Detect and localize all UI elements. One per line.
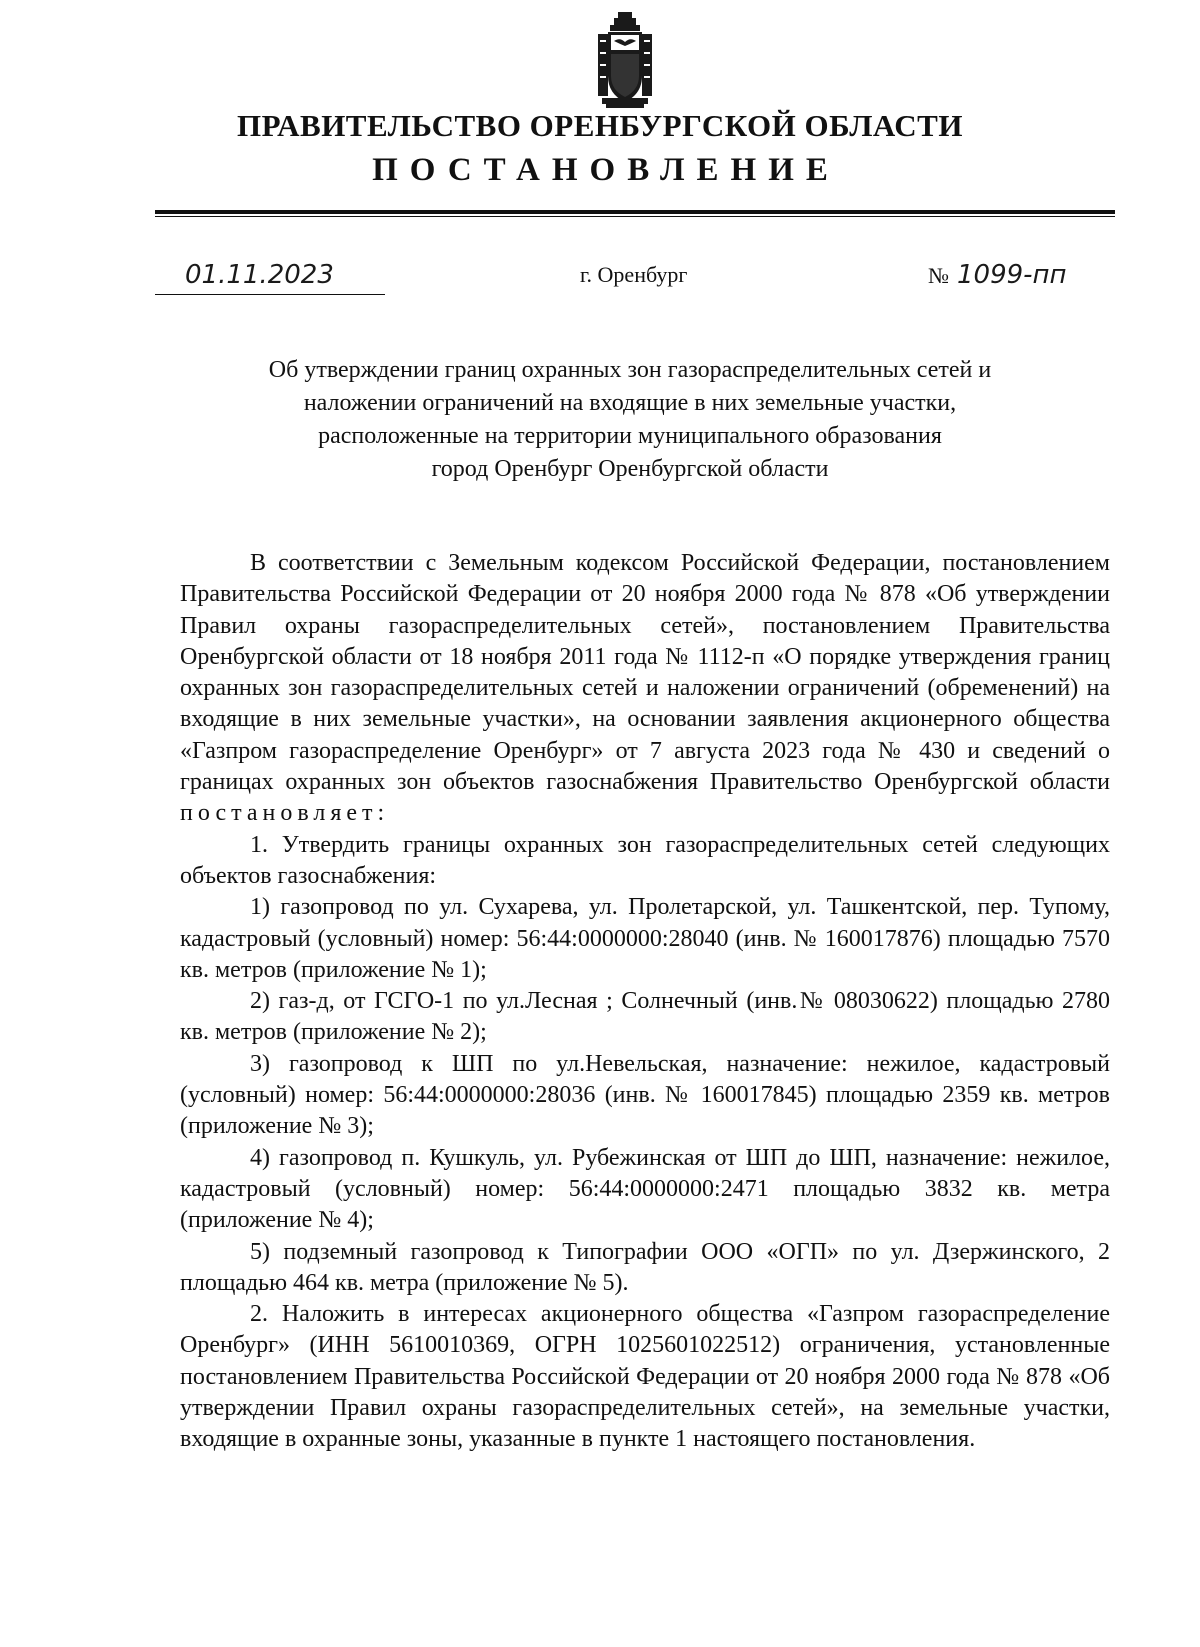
document-subject <box>200 354 1060 486</box>
subject-line: наложении ограничений на входящие в них земельные участки, <box>303 390 957 416</box>
preamble-text: В соответствии с Земельным кодексом Российской Федерации, постановлением Правительства Российской Федерации от 20 ноября 2000 года № 878 «Об утверждении Правил охраны газораспределительных сетей», постановлением Правительства Оренбургской области от 18 ноября 2011 года № 1112-п «О порядке утверждения границ охранных зон газораспределительных сетей и наложении ограничений (обременений) на входящие в них земельные участки», на основании заявления акционерного общества «Газпром газораспределение Оренбург» от 7 августа 2023 года № 430 и сведений о границах охранных зон объектов газоснабжения Правительство Оренбургской области <box>180 550 1110 796</box>
item-2-paragraph: 2. Наложить в интересах акционерного общества «Газпром газораспределение Оренбург» (ИНН 5610010369, ОГРН 1025601022512) ограничения, установленные постановлением Правительства Российской Федерации от 20 ноября 2000 года № 878 «Об утверждении Правил охраны газораспределительных сетей», на земельные участки, входящие в охранные зоны, указанные в пункте 1 настоящего постановления. <box>180 1301 1110 1453</box>
header-divider-thin <box>155 216 1115 217</box>
item-1-paragraph: 1. Утвердить границы охранных зон газораспределительных сетей следующих объектов газоснабжения: <box>180 831 1110 889</box>
subitem-3-paragraph: 3) газопровод к ШП по ул.Невельская, назначение: нежилое, кадастровый (условный) номер: 56:44:0000000:28036 (инв. № 160017845) площадью 2359 кв. метров (приложение № 3); <box>180 1050 1110 1140</box>
coat-of-arms-emblem-icon <box>596 10 654 110</box>
subject-line: Об утверждении границ охранных зон газораспределительных сетей и <box>268 357 992 383</box>
subitem-4-paragraph: 4) газопровод п. Кушкуль, ул. Рубежинская от ШП до ШП, назначение: нежилое, кадастровый (условный) номер: 56:44:0000000:2471 площадью 3832 кв. метра (приложение № 4); <box>180 1144 1110 1234</box>
subitem-1-paragraph: 1) газопровод по ул. Сухарева, ул. Пролетарской, ул. Ташкентской, пер. Тупому, кадастровый (условный) номер: 56:44:0000000:28040 (инв. № 160017876) площадью 7570 кв. метров (приложение № 1); <box>180 894 1110 983</box>
header-divider-thick <box>155 210 1115 214</box>
organization-title: ПРАВИТЕЛЬСТВО ОРЕНБУРГСКОЙ ОБЛАСТИ <box>237 108 963 143</box>
document-body <box>180 548 1110 1456</box>
subitem-2-paragraph: 2) газ-д, от ГСГО-1 по ул.Лесная ; Солнечный (инв.№ 08030622) площадью 2780 кв. метров (приложение № 2); <box>180 988 1110 1046</box>
document-type-title: ПОСТАНОВЛЕНИЕ <box>372 152 840 188</box>
document-number-label: № <box>928 263 949 288</box>
document-date: 01.11.2023 <box>185 260 334 290</box>
document-number-field <box>928 260 1067 290</box>
document-number: 1099-пп <box>957 260 1067 290</box>
subitem-5-paragraph: 5) подземный газопровод к Типографии ООО «ОГП» по ул. Дзержинского, 2 площадью 464 кв. метра (приложение № 5). <box>180 1238 1110 1296</box>
subject-line: расположенные на территории муниципального образования <box>318 423 942 449</box>
preamble-paragraph <box>180 548 1110 830</box>
document-city: г. Оренбург <box>580 262 688 287</box>
subject-line: город Оренбург Оренбургской области <box>431 456 829 482</box>
document-date-field <box>155 258 385 295</box>
preamble-verb: постановляет: <box>180 800 390 827</box>
